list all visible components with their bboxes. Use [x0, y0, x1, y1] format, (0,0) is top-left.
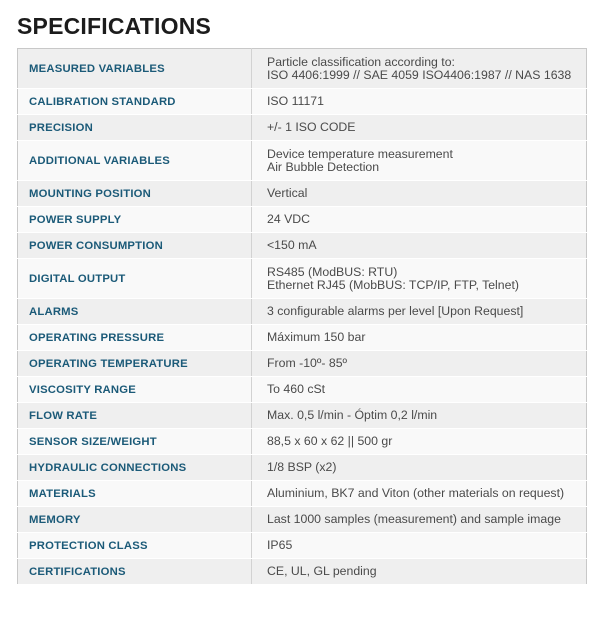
- spec-row: [18, 49, 587, 89]
- spec-label: FLOW RATE: [18, 403, 252, 429]
- spec-value: [252, 181, 587, 207]
- spec-row: [18, 403, 587, 429]
- spec-row: [18, 233, 587, 259]
- spec-value-line: 88,5 x 60 x 62 || 500 gr: [267, 434, 393, 448]
- spec-value: [252, 89, 587, 115]
- spec-value-line: Max. 0,5 l/min - Óptim 0,2 l/min: [267, 408, 438, 422]
- spec-row: [18, 559, 587, 585]
- spec-label: CALIBRATION STANDARD: [18, 89, 252, 115]
- spec-value-line: 24 VDC: [267, 212, 311, 226]
- spec-row: [18, 481, 587, 507]
- spec-row: [18, 351, 587, 377]
- spec-value-line: +/- 1 ISO CODE: [267, 120, 356, 134]
- spec-label: ALARMS: [18, 299, 252, 325]
- spec-row: [18, 299, 587, 325]
- spec-value-line: ISO 11171: [267, 94, 324, 108]
- spec-row: [18, 507, 587, 533]
- spec-value-line: Last 1000 samples (measurement) and sample image: [267, 512, 561, 526]
- spec-label: OPERATING PRESSURE: [18, 325, 252, 351]
- spec-row: [18, 141, 587, 181]
- spec-label: OPERATING TEMPERATURE: [18, 351, 252, 377]
- spec-row: [18, 207, 587, 233]
- spec-label: POWER CONSUMPTION: [18, 233, 252, 259]
- spec-value-line: <150 mA: [267, 238, 317, 252]
- spec-row: [18, 325, 587, 351]
- spec-value: [252, 377, 587, 403]
- spec-label: PROTECTION CLASS: [18, 533, 252, 559]
- spec-label: ADDITIONAL VARIABLES: [18, 141, 252, 181]
- spec-value: [252, 507, 587, 533]
- spec-label: POWER SUPPLY: [18, 207, 252, 233]
- spec-value-line: 3 configurable alarms per level [Upon Request]: [267, 304, 524, 318]
- spec-value: [252, 325, 587, 351]
- spec-value-line: From -10º- 85º: [267, 356, 348, 370]
- spec-row: [18, 259, 587, 299]
- spec-value: [252, 49, 587, 89]
- spec-value: [252, 429, 587, 455]
- spec-label: HYDRAULIC CONNECTIONS: [18, 455, 252, 481]
- spec-value-line: Device temperature measurement: [267, 146, 453, 161]
- spec-label: VISCOSITY RANGE: [18, 377, 252, 403]
- spec-value-line: To 460 cSt: [267, 382, 326, 396]
- spec-value-line: RS485 (ModBUS: RTU): [267, 264, 398, 279]
- spec-label: SENSOR SIZE/WEIGHT: [18, 429, 252, 455]
- spec-value-line: IP65: [267, 538, 293, 552]
- spec-value-line: Vertical: [267, 186, 308, 200]
- spec-value: [252, 141, 587, 181]
- spec-label: MATERIALS: [18, 481, 252, 507]
- spec-row: [18, 377, 587, 403]
- spec-row: [18, 115, 587, 141]
- spec-value: [252, 351, 587, 377]
- spec-label: MEMORY: [18, 507, 252, 533]
- spec-label: MOUNTING POSITION: [18, 181, 252, 207]
- spec-value-line: Ethernet RJ45 (MobBUS: TCP/IP, FTP, Telnet): [267, 277, 519, 292]
- spec-value-line: ISO 4406:1999 // SAE 4059 ISO4406:1987 // NAS 1638: [267, 67, 572, 82]
- spec-label: PRECISION: [18, 115, 252, 141]
- spec-value: [252, 559, 587, 585]
- spec-row: [18, 533, 587, 559]
- spec-value-line: Aluminium, BK7 and Viton (other materials on request): [267, 486, 565, 500]
- specifications-table-body: [18, 49, 587, 585]
- spec-value-line: Particle classification according to:: [267, 54, 455, 69]
- spec-value: [252, 115, 587, 141]
- spec-row: [18, 455, 587, 481]
- spec-value: [252, 481, 587, 507]
- spec-value: [252, 403, 587, 429]
- spec-value-line: 1/8 BSP (x2): [267, 460, 337, 474]
- spec-value-line: Máximum 150 bar: [267, 330, 366, 344]
- spec-value-line: Air Bubble Detection: [267, 159, 380, 174]
- spec-value: [252, 299, 587, 325]
- spec-label: MEASURED VARIABLES: [18, 49, 252, 89]
- specifications-table: [17, 48, 587, 585]
- page-title: SPECIFICATIONS: [17, 13, 212, 39]
- spec-value: [252, 533, 587, 559]
- spec-row: [18, 429, 587, 455]
- spec-row: [18, 89, 587, 115]
- spec-value: [252, 259, 587, 299]
- spec-value-line: CE, UL, GL pending: [267, 564, 377, 578]
- spec-value: [252, 455, 587, 481]
- spec-row: [18, 181, 587, 207]
- spec-value: [252, 207, 587, 233]
- spec-label: CERTIFICATIONS: [18, 559, 252, 585]
- spec-value: [252, 233, 587, 259]
- spec-label: DIGITAL OUTPUT: [18, 259, 252, 299]
